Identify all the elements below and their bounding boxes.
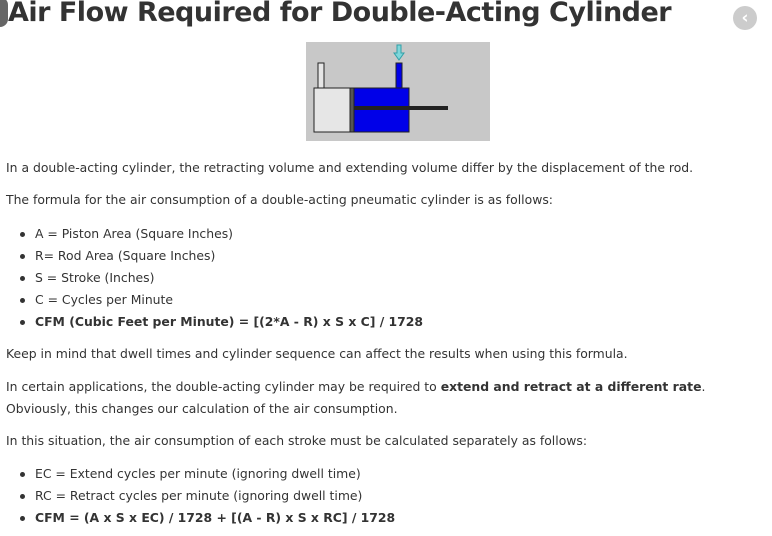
list-item-formula: CFM = (A x S x EC) / 1728 + [(A - R) x S x RC] / 1728: [0, 507, 395, 529]
air-port-top: [396, 63, 402, 88]
paragraph-4-emphasis: extend and retract at a different rate: [440, 379, 702, 394]
page-title: [0, 0, 671, 28]
piston-rod: [354, 106, 448, 110]
list-item: R= Rod Area (Square Inches): [0, 245, 423, 267]
list-item: S = Stroke (Inches): [0, 267, 423, 289]
page-title-text: Air Flow Required for Double-Acting Cylinder: [8, 0, 672, 28]
piston: [350, 88, 354, 132]
list-item: EC = Extend cycles per minute (ignoring dwell time): [0, 463, 395, 485]
formula-list-2: [0, 463, 395, 529]
paragraph-4: [6, 376, 772, 420]
paragraph-3: Keep in mind that dwell times and cylinder sequence can affect the results when using this formula.: [6, 346, 628, 361]
formula-list-1: [0, 223, 423, 333]
paragraph-4-text: In certain applications, the double-acting cylinder may be required to: [6, 379, 441, 394]
cylinder-diagram: [306, 42, 490, 141]
chevron-left-icon: ‹: [741, 8, 749, 28]
list-item: RC = Retract cycles per minute (ignoring dwell time): [0, 485, 395, 507]
list-item-formula: CFM (Cubic Feet per Minute) = [(2*A - R) x S x C] / 1728: [0, 311, 423, 333]
cylinder-barrel: [314, 88, 350, 132]
list-item: C = Cycles per Minute: [0, 289, 423, 311]
back-button[interactable]: [733, 6, 757, 30]
list-item: A = Piston Area (Square Inches): [0, 223, 423, 245]
paragraph-1: In a double-acting cylinder, the retracting volume and extending volume differ by the displacement of the rod.: [6, 160, 694, 175]
air-port-left: [318, 63, 324, 88]
paragraph-2: The formula for the air consumption of a double-acting pneumatic cylinder is as follows:: [6, 192, 553, 207]
paragraph-4-text-end: . Obviously, this changes our calculation of the air consumption.: [6, 379, 706, 416]
title-marker: [0, 0, 8, 27]
paragraph-5: In this situation, the air consumption of each stroke must be calculated separately as follows:: [6, 433, 588, 448]
